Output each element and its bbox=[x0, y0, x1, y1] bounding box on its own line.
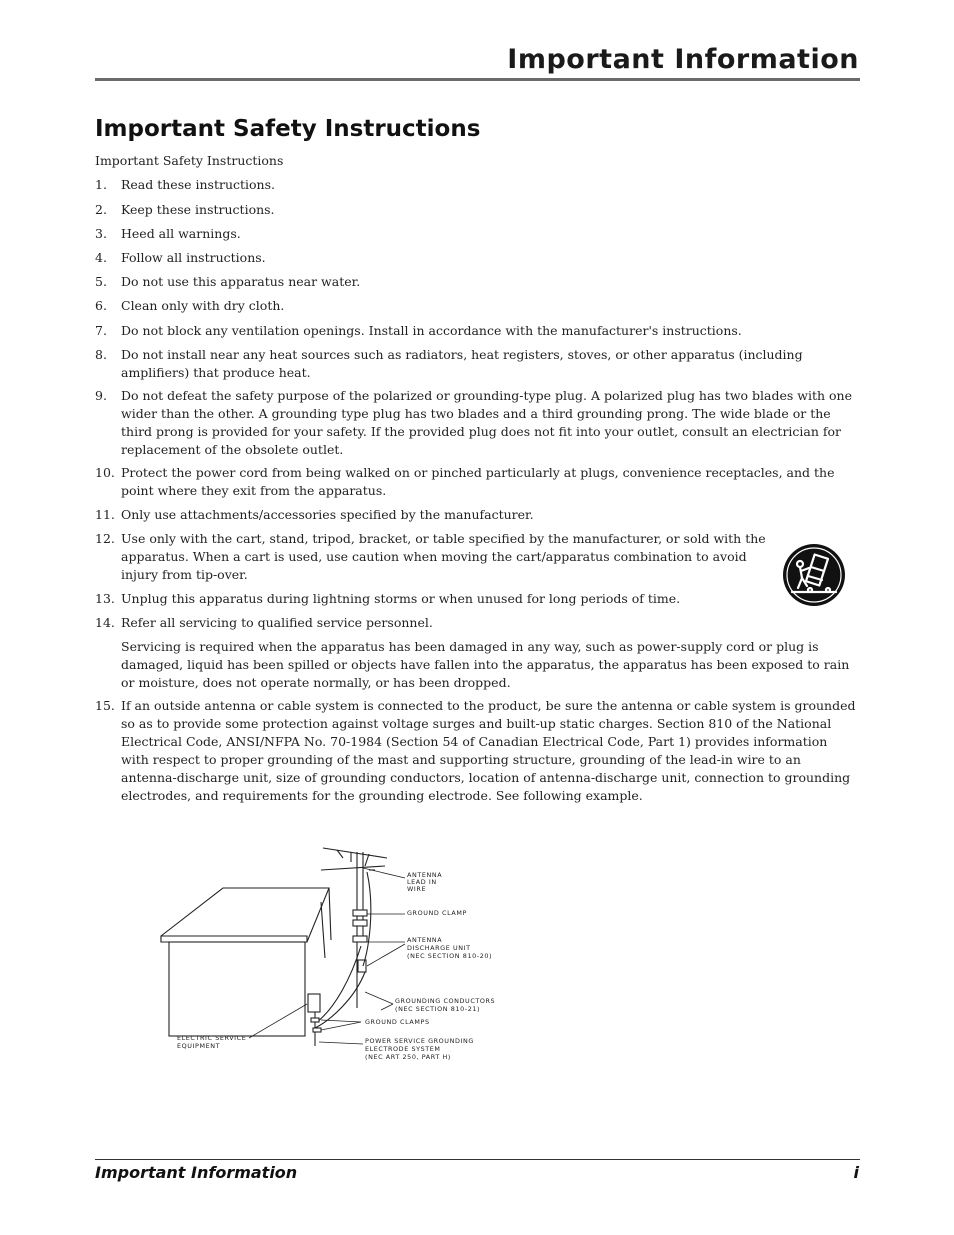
list-item bbox=[95, 590, 858, 608]
item-text: Do not install near any heat sources such as radiators, heat registers, stoves, or other apparatus (including amplifiers) that produce heat. bbox=[121, 347, 803, 380]
list-item bbox=[95, 346, 858, 382]
label-power-2: ELECTRODE SYSTEM bbox=[365, 1045, 441, 1053]
list-item bbox=[95, 249, 858, 267]
list-item bbox=[95, 506, 858, 524]
item-number: 5. bbox=[95, 274, 107, 289]
cart-warning-icon bbox=[780, 542, 848, 608]
header-rule bbox=[95, 78, 860, 81]
item-number: 11. bbox=[95, 507, 115, 522]
item-number: 13. bbox=[95, 591, 115, 606]
item-text: Servicing is required when the apparatus has been damaged in any way, such as power-supply cord or plug is damaged, liquid has been spilled or objects have fallen into the apparatus, the apparatus has been exposed to rain or moisture, does not operate normally, or has been dropped. bbox=[121, 639, 850, 690]
list-item bbox=[95, 614, 858, 632]
footer-rule bbox=[95, 1159, 860, 1160]
intro-line: Important Safety Instructions bbox=[95, 153, 284, 168]
list-item bbox=[95, 530, 775, 584]
list-item bbox=[95, 273, 858, 291]
house-wall bbox=[169, 942, 305, 1036]
antenna-grounding-diagram bbox=[155, 838, 515, 1068]
list-item bbox=[95, 638, 858, 692]
item-text: Read these instructions. bbox=[121, 177, 275, 192]
label-power-3: (NEC ART 250, PART H) bbox=[365, 1053, 451, 1061]
label-discharge-2: DISCHARGE UNIT bbox=[407, 944, 471, 952]
footer-page-number: i bbox=[853, 1163, 859, 1182]
label-electric-2: EQUIPMENT bbox=[177, 1042, 221, 1050]
label-power-1: POWER SERVICE GROUNDING bbox=[365, 1037, 474, 1045]
label-conductors-2: (NEC SECTION 810-21) bbox=[395, 1005, 481, 1013]
item-number: 12. bbox=[95, 531, 115, 546]
list-item bbox=[95, 322, 858, 340]
item-text: Use only with the cart, stand, tripod, bracket, or table specified by the manufacturer, or sold with the apparatus. When a cart is used, use caution when moving the cart/apparatus combination to avoid injury from tip-over. bbox=[121, 531, 766, 582]
item-number: 8. bbox=[95, 347, 107, 362]
item-number: 9. bbox=[95, 388, 107, 403]
page-header-title: Important Information bbox=[507, 44, 859, 75]
label-antenna-3: WIRE bbox=[407, 885, 427, 893]
list-item bbox=[95, 297, 858, 315]
item-number: 10. bbox=[95, 465, 115, 480]
item-number: 6. bbox=[95, 298, 107, 313]
list-item bbox=[95, 697, 858, 805]
item-text: Keep these instructions. bbox=[121, 202, 275, 217]
footer-section-name: Important Information bbox=[95, 1163, 298, 1182]
item-text: Heed all warnings. bbox=[121, 226, 241, 241]
item-text: Do not use this apparatus near water. bbox=[121, 274, 361, 289]
item-number: 2. bbox=[95, 202, 107, 217]
label-antenna-1: ANTENNA bbox=[407, 871, 443, 879]
label-discharge-1: ANTENNA bbox=[407, 936, 443, 944]
item-number: 15. bbox=[95, 698, 115, 713]
section-title: Important Safety Instructions bbox=[95, 116, 481, 142]
list-item bbox=[95, 201, 858, 219]
item-number: 4. bbox=[95, 250, 107, 265]
item-text: If an outside antenna or cable system is connected to the product, be sure the antenna or cable system is grounded so as to provide some protection against voltage surges and built-up static charges. Section 810 of the National Electrical Code, ANSI/NFPA No. 70-1984 (Section 54 of Canadian Electrical Code, Part 1) provides information with respect to proper grounding of the mast and supporting structure, grounding of the lead-in wire to an antenna-discharge unit, size of grounding conductors, location of antenna-discharge unit, connection to grounding electrodes, and requirements for the grounding electrode. See following example. bbox=[121, 698, 856, 803]
label-ground-clamp: GROUND CLAMP bbox=[407, 909, 467, 917]
house-roof-edge bbox=[161, 936, 307, 942]
item-text: Do not block any ventilation openings. Install in accordance with the manufacturer's instructions. bbox=[121, 323, 742, 338]
label-antenna-2: LEAD IN bbox=[407, 878, 437, 886]
house-roof bbox=[161, 888, 329, 942]
item-number: 14. bbox=[95, 615, 115, 630]
item-number: 7. bbox=[95, 323, 107, 338]
label-electric-1: ELECTRIC SERVICE bbox=[177, 1034, 247, 1042]
item-number: 3. bbox=[95, 226, 107, 241]
list-item bbox=[95, 176, 858, 194]
item-text: Clean only with dry cloth. bbox=[121, 298, 285, 313]
label-discharge-3: (NEC SECTION 810-20) bbox=[407, 952, 493, 960]
label-conductors-1: GROUNDING CONDUCTORS bbox=[395, 997, 496, 1005]
list-item bbox=[95, 464, 858, 500]
item-text: Refer all servicing to qualified service personnel. bbox=[121, 615, 433, 630]
item-text: Follow all instructions. bbox=[121, 250, 266, 265]
item-text: Unplug this apparatus during lightning storms or when unused for long periods of time. bbox=[121, 591, 681, 606]
item-number: 1. bbox=[95, 177, 107, 192]
list-item bbox=[95, 387, 858, 459]
list-item bbox=[95, 225, 858, 243]
item-text: Do not defeat the safety purpose of the polarized or grounding-type plug. A polarized plug has two blades with one wider than the other. A grounding type plug has two blades and a third grounding prong. The wide blade or the third prong is provided for your safety. If the provided plug does not fit into your outlet, consult an electrician for replacement of the obsolete outlet. bbox=[121, 388, 852, 457]
item-text: Only use attachments/accessories specified by the manufacturer. bbox=[121, 507, 534, 522]
label-ground-clamps: GROUND CLAMPS bbox=[365, 1018, 430, 1026]
service-box bbox=[308, 994, 320, 1012]
item-text: Protect the power cord from being walked on or pinched particularly at plugs, convenience receptacles, and the point where they exit from the apparatus. bbox=[121, 465, 835, 498]
